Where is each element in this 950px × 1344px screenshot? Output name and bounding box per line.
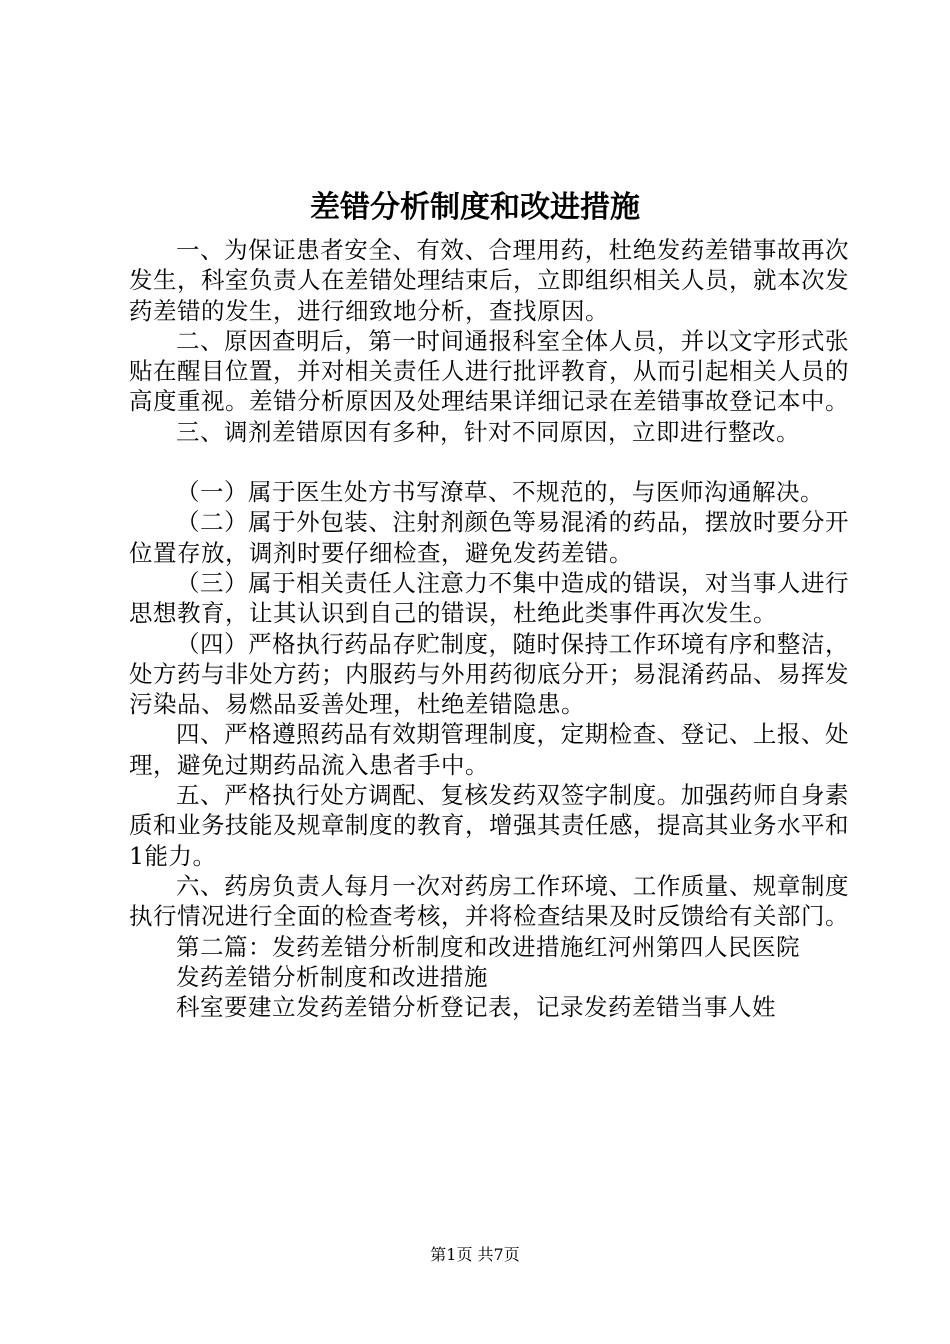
paragraph-3: 三、调剂差错原因有多种，针对不同原因，立即进行整改。 [176,417,800,446]
paragraph-13: 科室要建立发药差错分析登记表，记录发药差错当事人姓 [176,993,776,1022]
paragraph-6: （三）属于相关责任人注意力不集中造成的错误，对当事人进行思想教育，让其认识到自己的错误，杜绝此类事件再次发生。 [129,568,849,628]
paragraph-9: 五、严格执行处方调配、复核发药双签字制度。加强药师自身素质和业务技能及规章制度的教育，增强其责任感，提高其业务水平和1能力。 [129,781,849,870]
paragraph-spacer [129,447,849,477]
paragraph-7: （四）严格执行药品存贮制度，随时保持工作环境有序和整洁，处方药与非处方药；内服药与外用药彻底分开；易混淆药品、易挥发污染品、易燃品妥善处理，杜绝差错隐患。 [129,629,849,719]
paragraph-10: 六、药房负责人每月一次对药房工作环境、工作质量、规章制度执行情况进行全面的检查考核，并将检查结果及时反馈给有关部门。 [129,871,849,931]
section-heading-second-part: 第二篇：发药差错分析制度和改进措施红河州第四人民医院 [176,932,800,961]
paragraph-2: 二、原因查明后，第一时间通报科室全体人员，并以文字形式张贴在醒目位置，并对相关责任人进行批评教育，从而引起相关人员的高度重视。差错分析原因及处理结果详细记录在差错事故登记本中。 [129,326,849,416]
document-title: 差错分析制度和改进措施 [310,190,640,225]
paragraph-5: （二）属于外包装、注射剂颜色等易混淆的药品，摆放时要分开位置存放，调剂时要仔细检查，避免发药差错。 [129,508,849,567]
subsection-title: 发药差错分析制度和改进措施 [176,962,488,991]
paragraph-1: 一、为保证患者安全、有效、合理用药，杜绝发药差错事故再次发生，科室负责人在差错处理结束后，立即组织相关人员，就本次发药差错的发生，进行细致地分析，查找原因。 [129,236,849,325]
page-footer: 第1页 共7页 [430,1245,520,1264]
document-body [129,235,849,1022]
paragraph-4: （一）属于医生处方书写潦草、不规范的，与医师沟通解决。 [176,478,824,507]
paragraph-8: 四、严格遵照药品有效期管理制度，定期检查、登记、上报、处理，避免过期药品流入患者手中。 [129,720,849,779]
